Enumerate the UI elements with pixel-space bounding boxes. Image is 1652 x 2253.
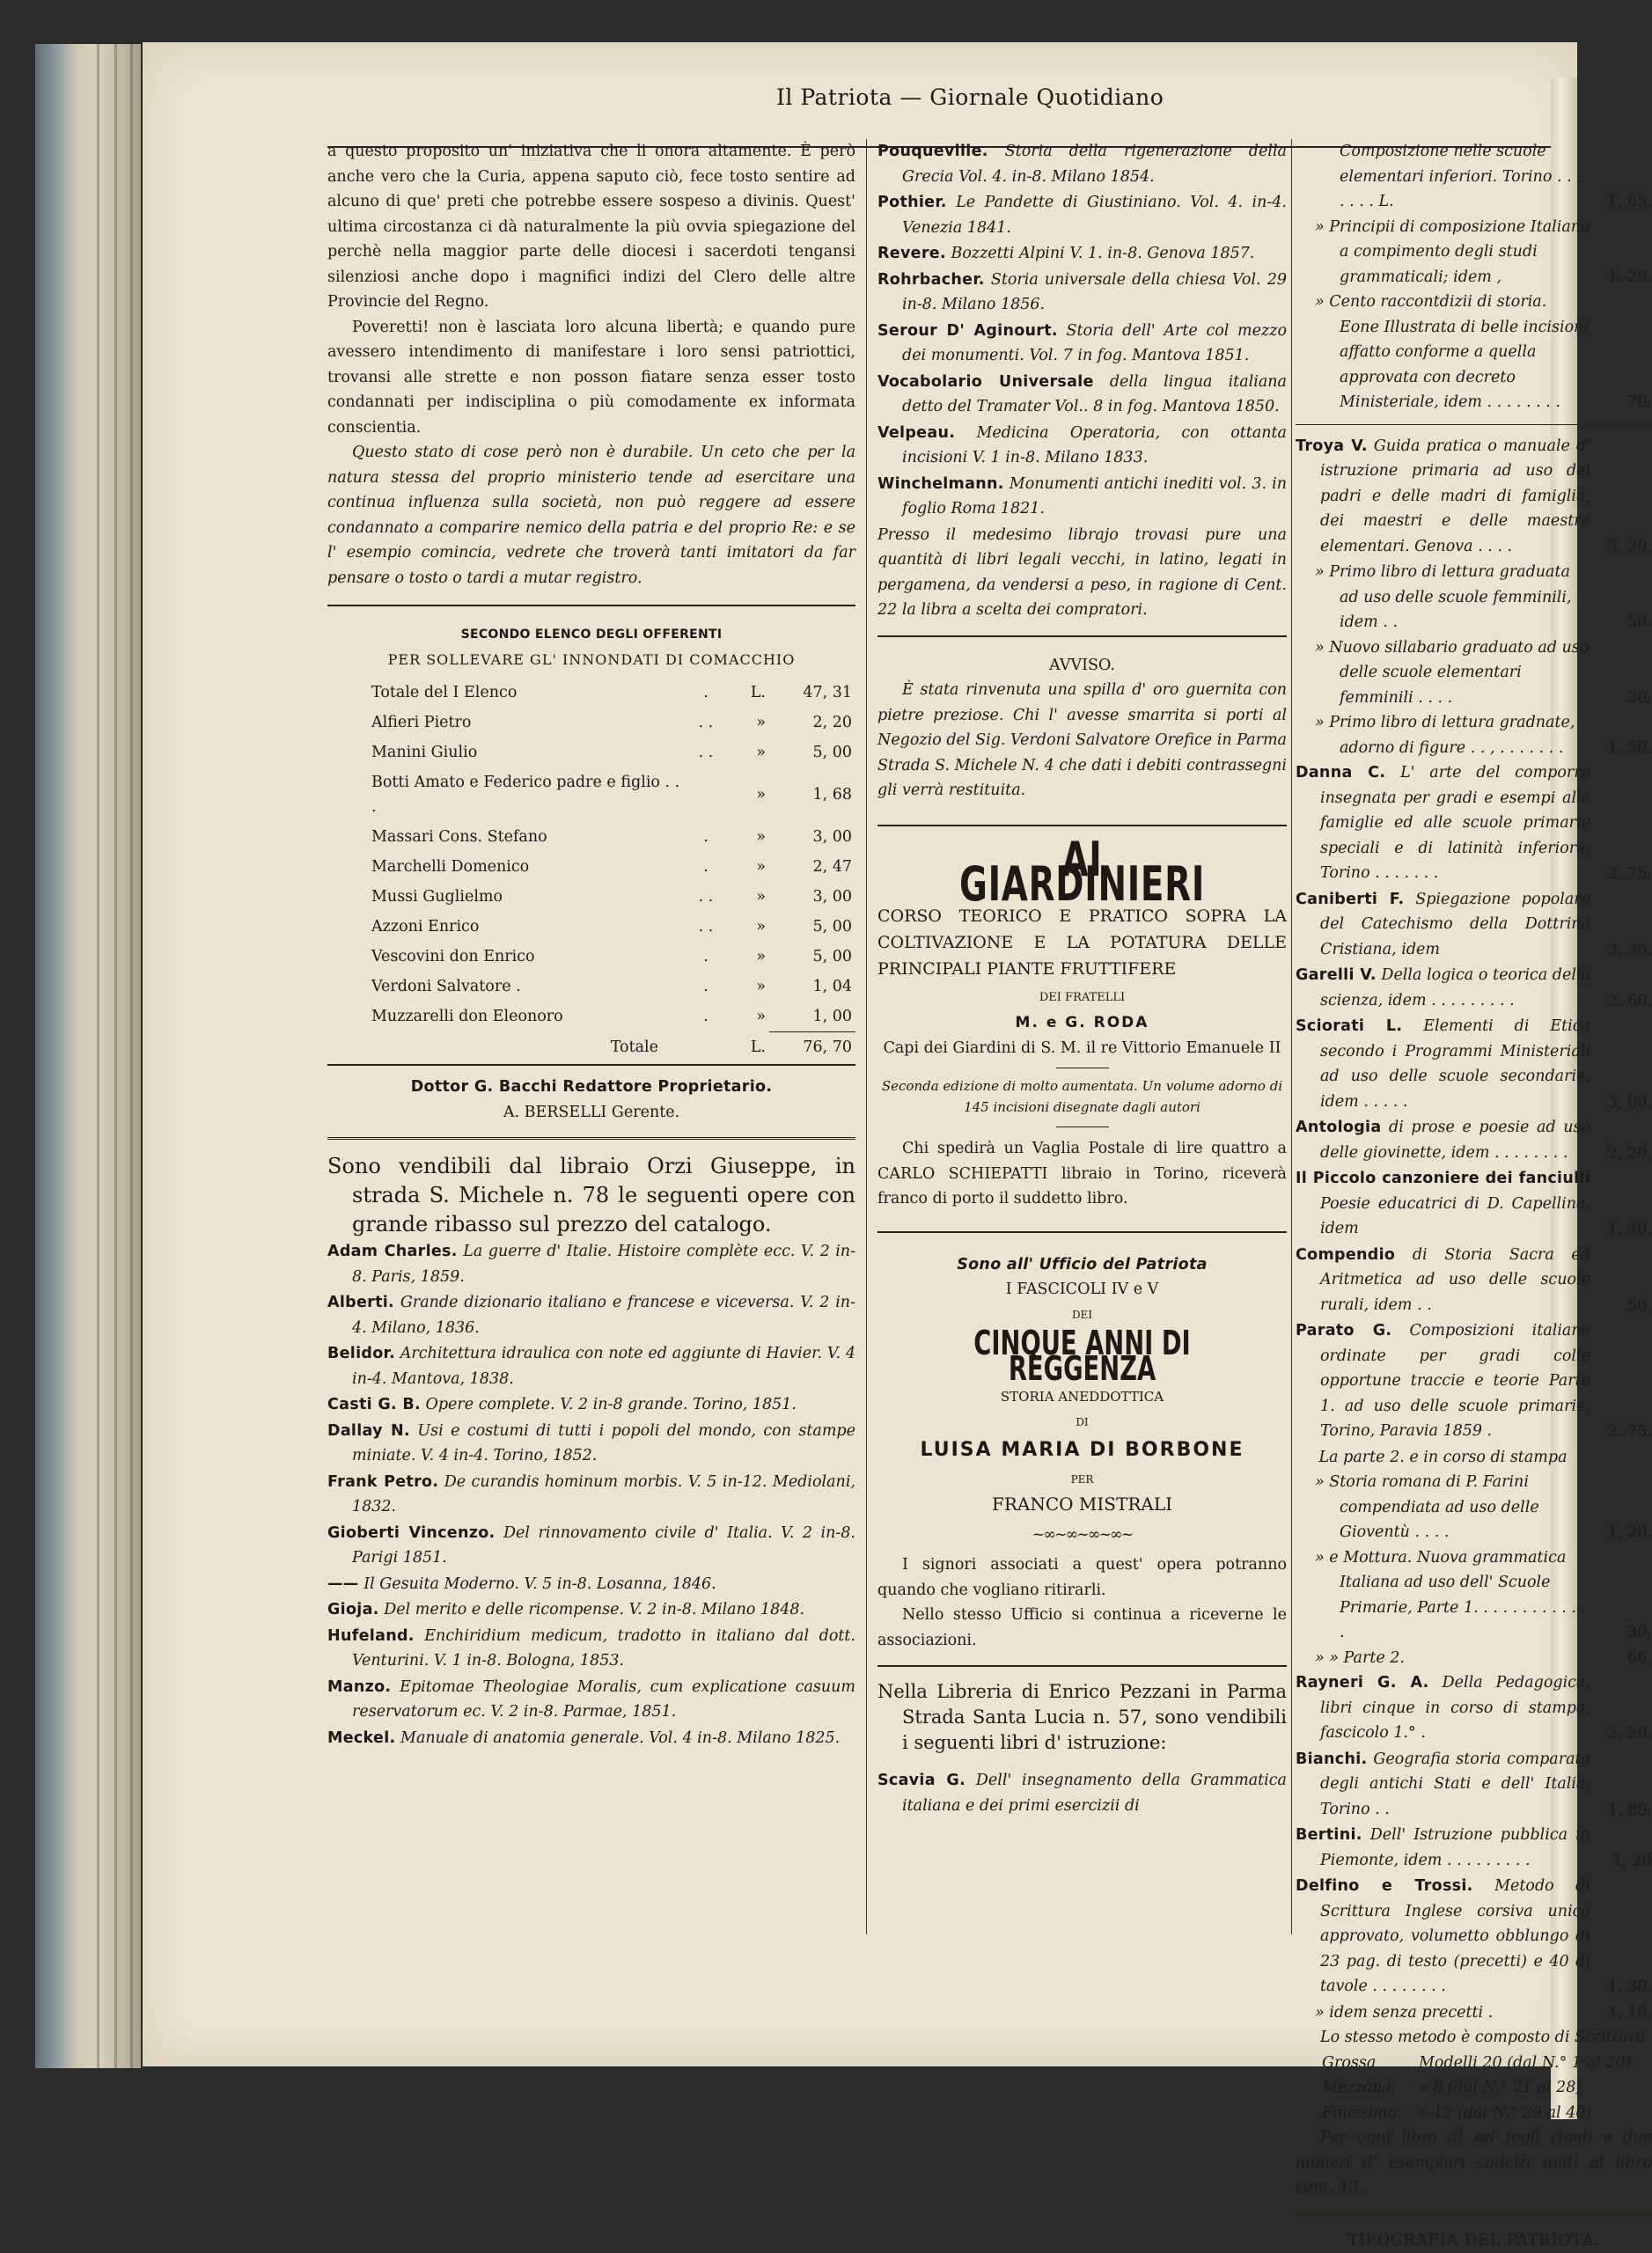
column-3 xyxy=(1296,139,1652,2253)
offer-currency: L. xyxy=(727,678,769,708)
editor-line: Dottor G. Bacchi Redattore Proprietario. xyxy=(327,1075,855,1100)
item-price: 3, 00. xyxy=(1590,1090,1652,1116)
item-text: » Primo libro di lettura gradnate, adorno di figure . . , . . . . . . . xyxy=(1296,710,1590,760)
book-title: Usi e costumi di tutti i popoli del mondo, con stampe miniate. V. 4 in-4. Torino, 1852. xyxy=(352,1422,855,1465)
article-paragraph: Poveretti! non è lasciata loro alcuna libertà; e quando pure avessero intendimento di manifestare i loro sensi patriottici, trovansi alle strette e non posson fiatare senza esser tosto condannati per indisciplina o più comodamente ex informata conscientia. xyxy=(327,315,855,441)
offer-name: Marchelli Domenico xyxy=(327,852,685,882)
item-text: » » Parte 2. xyxy=(1296,1646,1590,1671)
item-text xyxy=(1296,1747,1590,1823)
price-item xyxy=(1296,1747,1652,1824)
book-entry xyxy=(877,241,1287,267)
book-entry xyxy=(327,1597,855,1623)
book-title: Enchiridium medicum, tradotto in italiano dal dott. Venturini. V. 1 in-8. Bologna, 1853. xyxy=(352,1627,855,1670)
book-entry xyxy=(327,1470,855,1520)
item-text xyxy=(1296,434,1590,560)
price-item xyxy=(1296,1874,1652,2000)
offer-total-currency: L. xyxy=(727,1032,769,1063)
book-author: Parato G. xyxy=(1296,1322,1391,1339)
offer-amount: 5, 00 xyxy=(769,912,855,942)
offer-row xyxy=(327,822,855,852)
offer-amount: 1, 00 xyxy=(769,1002,855,1032)
book-title: Spiegazione popolare del Catechismo della Dottrina Cristiana, idem xyxy=(1320,891,1590,958)
item-text: Composizione nelle scuole elementari inferiori. Torino . . . . . . . L. xyxy=(1296,139,1590,215)
item-price: 1, 40. xyxy=(1590,1217,1652,1243)
offer-currency: » xyxy=(727,738,769,767)
book-entry xyxy=(877,139,1287,189)
column-2 xyxy=(877,139,1287,1819)
offer-amount: 1, 68 xyxy=(769,767,855,822)
price-item xyxy=(1296,1115,1652,1166)
item-price: 1, 10. xyxy=(1590,2000,1652,2026)
book-author: Hufeland. xyxy=(327,1627,415,1645)
offer-amount: 5, 00 xyxy=(769,738,855,767)
offer-name: Vescovini don Enrico xyxy=(327,942,685,972)
item-text: » Primo libro di lettura graduata ad uso delle scuole femminili, idem . . xyxy=(1296,560,1590,635)
offer-sep: . xyxy=(685,822,727,852)
method-name: Mezzana xyxy=(1322,2075,1419,2101)
price-item xyxy=(1296,1243,1652,1319)
offer-amount: 3, 00 xyxy=(769,882,855,912)
offer-list-subtitle: PER SOLLEVARE GL' INNONDATI DI COMACCHIO xyxy=(327,648,855,673)
offer-currency: » xyxy=(727,708,769,738)
ad2-subject: LUISA MARIA DI BORBONE xyxy=(877,1438,1287,1464)
offer-total-label: Totale xyxy=(327,1032,685,1063)
book-author: Dallay N. xyxy=(327,1422,410,1440)
item-price: 1, 65. xyxy=(1590,189,1652,215)
price-item xyxy=(1296,887,1652,964)
book-entry xyxy=(327,1341,855,1391)
book-title: Dell' Istruzione pubblica in Piemonte, idem . . . . . . . . . xyxy=(1320,1826,1590,1869)
offer-currency: » xyxy=(727,942,769,972)
item-price: 70. xyxy=(1590,390,1652,415)
offer-sep: . . xyxy=(685,912,727,942)
offer-sep: . . xyxy=(685,708,727,738)
item-price: 50. xyxy=(1590,610,1652,635)
book-title: Epitomae Theologiae Moralis, cum explicatione casuum reservatorum ec. V. 2 in-8. Parmae, 1851. xyxy=(352,1678,855,1721)
offer-amount: 2, 47 xyxy=(769,852,855,882)
book-entry xyxy=(877,190,1287,240)
offer-currency: » xyxy=(727,822,769,852)
offer-name: Manini Giulio xyxy=(327,738,685,767)
book-title: Poesie educatrici di D. Capellina, idem xyxy=(1320,1195,1590,1238)
item-price: 3, 30. xyxy=(1590,938,1652,964)
book-author: Garelli V. xyxy=(1296,966,1377,984)
offer-list-title: SECONDO ELENCO DEGLI OFFERENTI xyxy=(327,622,855,648)
offer-total-amount: 76, 70 xyxy=(769,1032,855,1063)
offer-sep xyxy=(685,767,727,822)
offer-name: Massari Cons. Stefano xyxy=(327,822,685,852)
book-author: Delfino e Trossi. xyxy=(1296,1877,1473,1895)
book-entry xyxy=(327,1392,855,1418)
ad2-subtitle: STORIA ANEDDOTTICA xyxy=(877,1384,1287,1410)
book-binding xyxy=(35,44,141,2068)
offer-row xyxy=(327,1002,855,1032)
item-text xyxy=(1296,1166,1590,1242)
book-entry xyxy=(327,1290,855,1340)
book-title: di prose e poesie ad uso delle giovinette, idem . . . . . . . . xyxy=(1320,1119,1590,1162)
price-item xyxy=(1296,1823,1652,1874)
offer-name: Azzoni Enrico xyxy=(327,912,685,942)
item-price: 2, 60. xyxy=(1590,989,1652,1015)
book-author: Gioberti Vincenzo. xyxy=(327,1524,495,1542)
method-detail: » 8 (dal N.° 21 al 28) xyxy=(1419,2075,1582,2101)
offer-table xyxy=(327,678,855,1062)
book-author: Pothier. xyxy=(877,194,947,211)
offer-row xyxy=(327,678,855,708)
method-detail: » 12 (dal N.° 29 al 40) xyxy=(1419,2101,1591,2126)
column-rule-2 xyxy=(1291,139,1292,1934)
offer-name: Totale del I Elenco xyxy=(327,678,685,708)
book-entry xyxy=(327,1419,855,1469)
notice-text: È stata rinvenuta una spilla d' oro guernita con pietre preziose. Chi l' avesse smarrita si porti al Negozio del Sig. Verdoni Salvatore Orefice in Parma Strada S. Michele N. 4 che dati i debiti contrassegni gli verrà restituita. xyxy=(877,678,1287,804)
offer-sep: . xyxy=(685,852,727,882)
price-item xyxy=(1296,1470,1652,1545)
offer-sep: . xyxy=(685,972,727,1002)
offer-currency: » xyxy=(727,1002,769,1032)
offer-total-row xyxy=(327,1032,855,1063)
ad-edition: Seconda edizione di molto aumentata. Un volume adorno di 145 incisioni disegnate dagli autori xyxy=(877,1075,1287,1118)
book-entry xyxy=(327,1726,855,1751)
book-author: Meckel. xyxy=(327,1729,395,1747)
offer-sep: . xyxy=(685,1002,727,1032)
item-text: » Principii di composizione Italiana a compimento degli studi grammaticali; idem , xyxy=(1296,215,1590,290)
book-author: Adam Charles. xyxy=(327,1243,458,1260)
price-item xyxy=(1296,1166,1652,1243)
book-title: Del merito e delle ricompense. V. 2 in-8. Milano 1848. xyxy=(384,1601,804,1618)
orzi-intro: Sono vendibili dal libraio Orzi Giuseppe, in strada S. Michele n. 78 le seguenti opere con grande ribasso sul prezzo del catalogo. xyxy=(327,1152,855,1239)
method-note: Per ogni libro di sei fogli rigati e due numeri d' esemplari sudetti uniti al libro cent. 13. xyxy=(1296,2125,1652,2201)
book-author: Manzo. xyxy=(327,1678,391,1696)
book-title: Geografia storia comparata degli antichi Stati e dell' Italia, Torino . . xyxy=(1320,1750,1590,1818)
ad2-dei: DEI xyxy=(877,1303,1287,1328)
price-list xyxy=(1296,139,1652,2025)
book-entry xyxy=(327,1675,855,1725)
item-price: 3, 30. xyxy=(1590,535,1652,561)
price-item xyxy=(1296,434,1652,561)
divider xyxy=(1296,424,1652,425)
offer-amount: 3, 00 xyxy=(769,822,855,852)
ad-order: Chi spedirà un Vaglia Postale di lire quattro a CARLO SCHIEPATTI libraio in Torino, riceverà franco di porto il suddetto libro. xyxy=(877,1136,1287,1212)
item-price: 66. xyxy=(1590,1646,1652,1671)
item-text: La parte 2. e in corso di stampa xyxy=(1296,1445,1590,1471)
price-item xyxy=(1296,2000,1652,2026)
offer-currency: » xyxy=(727,852,769,882)
column-1 xyxy=(327,139,855,1751)
ad-subtitle: CORSO TEORICO E PRATICO SOPRA LA COLTIVAZIONE E LA POTATURA DELLE PRINCIPALI PIANTE FRUTTIFERE xyxy=(877,903,1287,982)
method-row xyxy=(1296,2051,1652,2076)
book-title: Manuale di anatomia generale. Vol. 4 in-8. Milano 1825. xyxy=(400,1729,840,1747)
page-header xyxy=(143,77,1577,121)
book-title: Composizioni italiane ordinate per gradi colle opportune traccie e teorie Parte 1. ad uso delle scuole primarie, Torino, Paravia 1859 . xyxy=(1320,1322,1590,1440)
price-item xyxy=(1296,1318,1652,1445)
item-text xyxy=(1296,963,1590,1013)
offer-sep: . xyxy=(685,678,727,708)
item-text xyxy=(1296,1874,1590,2000)
book-author: Caniberti F. xyxy=(1296,891,1404,908)
book-author: Rayneri G. A. xyxy=(1296,1674,1429,1692)
book-entry xyxy=(877,370,1287,420)
book-author: Antologia xyxy=(1296,1119,1381,1136)
book-title: Architettura idraulica con note ed aggiunte di Havier. V. 4 in-4. Mantova, 1838. xyxy=(352,1345,855,1388)
book-entry xyxy=(327,1572,855,1597)
book-title: L' arte del comporre insegnata per gradi e esempi alle famiglie ed alle scuole primarie speciali e di latinità inferiore. Torino . . . . . . . xyxy=(1320,764,1590,882)
book-author: Danna C. xyxy=(1296,764,1385,782)
price-item xyxy=(1296,635,1652,711)
item-price: 1, 20. xyxy=(1590,265,1652,290)
ad2-text: Nello stesso Ufficio si continua a riceverne le associazioni. xyxy=(877,1603,1287,1653)
offer-row xyxy=(327,708,855,738)
price-item xyxy=(1296,1545,1652,1646)
item-price: 30. xyxy=(1590,686,1652,711)
offer-row xyxy=(327,738,855,767)
ad2-author: FRANCO MISTRALI xyxy=(877,1492,1287,1517)
book-author: Serour D' Aginourt. xyxy=(877,322,1058,340)
book-author: Bianchi. xyxy=(1296,1750,1367,1768)
book-title: Le Pandette di Giustiniano. Vol. 4. in-4. Venezia 1841. xyxy=(902,194,1287,237)
item-price: 1, 20. xyxy=(1590,1520,1652,1545)
price-item xyxy=(1296,963,1652,1014)
item-price: 2, 20. xyxy=(1590,1141,1652,1167)
book-entry xyxy=(327,1624,855,1674)
price-item xyxy=(1296,1014,1652,1115)
book-entry xyxy=(877,472,1287,522)
offer-row xyxy=(327,882,855,912)
offer-sep: . xyxy=(685,942,727,972)
item-text: » Cento raccontdizii di storia. Eone Illustrata di belle incisioni affatto conforme a quella approvata con decreto Ministeriale, idem . . . . . . . . xyxy=(1296,290,1590,415)
item-text xyxy=(1296,887,1590,963)
book-author: Pouqueville. xyxy=(877,143,988,160)
book-title: Elementi di Etica secondo i Programmi Ministeriali ad uso delle scuole secondarie, idem . . . . . xyxy=(1320,1017,1590,1111)
newspaper-page xyxy=(143,42,1577,2066)
book-author: Compendio xyxy=(1296,1246,1395,1264)
offer-row xyxy=(327,767,855,822)
offer-sep xyxy=(685,1032,727,1063)
offer-amount: 2, 20 xyxy=(769,708,855,738)
book-author: Casti G. B. xyxy=(327,1396,421,1413)
book-author: Revere. xyxy=(877,245,946,262)
book-title: Il Gesuita Moderno. V. 5 in-8. Losanna, 1846. xyxy=(363,1575,716,1593)
item-price: 2, 75. xyxy=(1590,862,1652,887)
book-title: di Storia Sacra ed Aritmetica ad uso delle scuole rurali, idem . . xyxy=(1320,1246,1590,1314)
price-item xyxy=(1296,710,1652,760)
price-item xyxy=(1296,139,1652,215)
book-author: Troya V. xyxy=(1296,437,1368,455)
book-title: Monumenti antichi inediti vol. 3. in foglio Roma 1821. xyxy=(902,475,1287,518)
book-title: Bozzetti Alpini V. 1. in-8. Genova 1857. xyxy=(951,245,1254,262)
book-title: Storia dell' Arte col mezzo dei monumenti. Vol. 7 in fog. Mantova 1851. xyxy=(902,322,1287,365)
book-author: Winchelmann. xyxy=(877,475,1004,493)
book-entry xyxy=(877,319,1287,369)
book-title: Medicina Operatoria, con ottanta incisioni V. 1 in-8. Milano 1833. xyxy=(902,424,1287,467)
offer-amount: 47, 31 xyxy=(769,678,855,708)
price-item xyxy=(1296,290,1652,415)
book-entry xyxy=(877,268,1287,318)
item-price: 2, 20. xyxy=(1590,1721,1652,1747)
ad2-fascicoli: I FASCICOLI IV e V xyxy=(877,1277,1287,1303)
item-text: » Storia romana di P. Farini compendiata ad uso delle Gioventù . . . . xyxy=(1296,1470,1590,1545)
book-title: Storia della rigenerazione della Grecia Vol. 4. in-8. Milano 1854. xyxy=(902,143,1287,186)
column-rule-1 xyxy=(866,139,867,1934)
offer-currency: » xyxy=(727,767,769,822)
manager-line: A. BERSELLI Gerente. xyxy=(327,1100,855,1126)
item-text xyxy=(1296,1823,1590,1873)
offer-row xyxy=(327,942,855,972)
article-paragraph: a questo proposito un' iniziativa che li onora altamente. È però anche vero che la Curia, appena saputo ciò, fece tosto sentire ad alcuno di que' preti che potrebbe essere sospeso a divinis. Quest' ultima circostanza ci dà naturalmente la più ovvia spiegazione del perchè nella maggior parte delle diocesi i sacerdoti tengansi silenziosi anche dopo i magnifici indizi del Clero delle altre Provincie del Regno. xyxy=(327,139,855,315)
book-title: Guida pratica o manuale d' istruzione primaria ad uso dei padri e delle madri di famiglia, dei maestri e delle maestre elementari. Genova . . . . xyxy=(1320,437,1590,555)
item-text: » e Mottura. Nuova grammatica Italiana ad uso dell' Scuole Primarie, Parte 1. . . . . . . . . . . . . xyxy=(1296,1545,1590,1646)
item-price: 1, 80. xyxy=(1590,1798,1652,1824)
ad2-intro: Sono all' Ufficio del Patriota xyxy=(877,1252,1287,1278)
item-text: » Nuovo sillabario graduato ad uso delle scuole elementari femminili . . . . xyxy=(1296,635,1590,711)
ad2-text: I signori associati a quest' opera potranno quando che vogliano ritirarli. xyxy=(877,1552,1287,1603)
article-paragraph: Questo stato di cose però non è durabile. Un ceto che per la natura stessa del proprio ministerio tende ad esercitare una continua influenza sulla società, non può reggere ad essere condannato a comparire nemico della patria e del proprio Re: e se l' esempio comincia, vedrete che troverà tanti imitatori da far pensare o tosto o tardi a mutar registro. xyxy=(327,440,855,591)
offer-amount: 1, 04 xyxy=(769,972,855,1002)
offer-row xyxy=(327,972,855,1002)
method-row xyxy=(1296,2075,1652,2101)
book-author: Sciorati L. xyxy=(1296,1017,1402,1035)
book-author: Rohrbacher. xyxy=(877,271,985,289)
book-title: Storia universale della chiesa Vol. 29 in-8. Milano 1856. xyxy=(902,271,1287,314)
offer-currency: » xyxy=(727,972,769,1002)
item-price: 2, 75. xyxy=(1590,1420,1652,1445)
offer-name: Alfieri Pietro xyxy=(327,708,685,738)
offer-name: Botti Amato e Federico padre e figlio . . . xyxy=(327,767,685,822)
book-author: Belidor. xyxy=(327,1345,395,1362)
book-author: Frank Petro. xyxy=(327,1473,438,1491)
offer-amount: 5, 00 xyxy=(769,942,855,972)
offer-name: Muzzarelli don Eleonoro xyxy=(327,1002,685,1032)
book-author: Il Piccolo canzoniere dei fanciulli xyxy=(1296,1170,1590,1187)
price-item xyxy=(1296,1646,1652,1671)
book-entry xyxy=(877,421,1287,471)
book-author: Bertini. xyxy=(1296,1826,1362,1844)
price-item xyxy=(1296,560,1652,635)
book-title: Grande dizionario italiano e francese e viceversa. V. 2 in-4. Milano, 1836. xyxy=(352,1294,855,1337)
method-row xyxy=(1296,2101,1652,2126)
item-text: » idem senza precetti . xyxy=(1296,2000,1590,2026)
ad-role: Capi dei Giardini di S. M. il re Vittorio Emanuele II xyxy=(877,1036,1287,1061)
price-item xyxy=(1296,760,1652,887)
book-title: De curandis hominum morbis. V. 5 in-12. Mediolani, 1832. xyxy=(352,1473,855,1516)
book-author: Alberti. xyxy=(327,1294,394,1311)
price-item xyxy=(1296,1670,1652,1747)
method-name: Finissima xyxy=(1322,2101,1419,2126)
printer-line: TIPOGRAFIA DEL PATRIOTA. xyxy=(1296,2228,1652,2253)
book-author: Gioja. xyxy=(327,1601,379,1618)
item-price: 1, 50. xyxy=(1590,736,1652,761)
books-note: Presso il medesimo librajo trovasi pure una quantità di libri legali vecchi, in latino, legati in pergamena, da vendersi a peso, in ragione di Cent. 22 la libra a scelta dei compratori. xyxy=(877,523,1287,623)
book-title: Del rinnovamento civile d' Italia. V. 2 in-8. Parigi 1851. xyxy=(352,1524,855,1567)
book-title: Della Pedagogica, libri cinque in corso di stampa, fascicolo 1.° . xyxy=(1320,1674,1590,1742)
offer-name: Verdoni Salvatore . xyxy=(327,972,685,1002)
item-price: 1, 20 xyxy=(1590,1849,1652,1875)
book-author: Vocabolario Universale xyxy=(877,373,1094,391)
item-price: 50. xyxy=(1590,1294,1652,1319)
book-list-continued xyxy=(877,139,1287,522)
offer-sep: . . xyxy=(685,882,727,912)
ad2-title: CINQUE ANNI DI REGGENZA xyxy=(935,1331,1230,1381)
item-text xyxy=(1296,1243,1590,1318)
book-title: della lingua italiana detto del Tramater Vol.. 8 in fog. Mantova 1850. xyxy=(902,373,1287,416)
item-text xyxy=(1296,760,1590,886)
method-intro: Lo stesso metodo è composto di Scrittura xyxy=(1296,2025,1652,2051)
pezzani-intro: Nella Libreria di Enrico Pezzani in Parma Strada Santa Lucia n. 57, sono vendibili i seguenti libri d' istruzione: xyxy=(877,1679,1287,1756)
book-title: Della logica o teorica della scienza, idem . . . . . . . . . xyxy=(1320,966,1590,1009)
book-title: Opere complete. V. 2 in-8 grande. Torino, 1851. xyxy=(426,1396,797,1413)
price-item xyxy=(1296,1445,1652,1471)
book-entry xyxy=(327,1239,855,1289)
item-text xyxy=(1296,1014,1590,1114)
ornament-icon: ~∞~∞~∞~∞~ xyxy=(877,1523,1287,1548)
book-entry xyxy=(327,1521,855,1571)
method-name: Grossa xyxy=(1322,2051,1419,2076)
offer-sep: . . xyxy=(685,738,727,767)
book-author: —— xyxy=(327,1575,359,1593)
book-title: Metodo di Scrittura Inglese corsiva unico approvato, volumetto obblungo di 23 pag. di testo (precetti) e 40 di tavole . . . . . . . . xyxy=(1320,1877,1590,1995)
item-price: 30. xyxy=(1590,1620,1652,1646)
ad-by: DEI FRATELLI xyxy=(877,986,1287,1011)
item-text xyxy=(1296,1115,1590,1165)
item-text xyxy=(1296,1318,1590,1444)
ad-title-giardinieri: AI GIARDINIERI xyxy=(935,848,1230,898)
ad-authors: M. e G. RODA xyxy=(877,1010,1287,1036)
masthead-title: Il Patriota — Giornale Quotidiano xyxy=(776,84,1164,110)
book-author: Velpeau. xyxy=(877,424,955,442)
method-table xyxy=(1296,2051,1652,2126)
item-text xyxy=(1296,1670,1590,1746)
offer-currency: » xyxy=(727,882,769,912)
method-detail: Modelli 20 (dal N.° 1 al 20) xyxy=(1419,2051,1631,2076)
book-list xyxy=(327,1239,855,1750)
offer-currency: » xyxy=(727,912,769,942)
item-price: 1, 30. xyxy=(1590,1975,1652,2000)
price-item xyxy=(1296,215,1652,290)
notice-title: AVVISO. xyxy=(877,653,1287,679)
offer-name: Mussi Guglielmo xyxy=(327,882,685,912)
book-entry: Scavia G. Dell' insegnamento della Grammatica italiana e dei primi esercizii di xyxy=(877,1768,1287,1818)
offer-row xyxy=(327,852,855,882)
ad2-per: PER xyxy=(877,1467,1287,1493)
offer-row xyxy=(327,912,855,942)
book-title: La guerre d' Italie. Histoire complète ecc. V. 2 in-8. Paris, 1859. xyxy=(352,1243,855,1286)
ad2-di: DI xyxy=(877,1410,1287,1435)
